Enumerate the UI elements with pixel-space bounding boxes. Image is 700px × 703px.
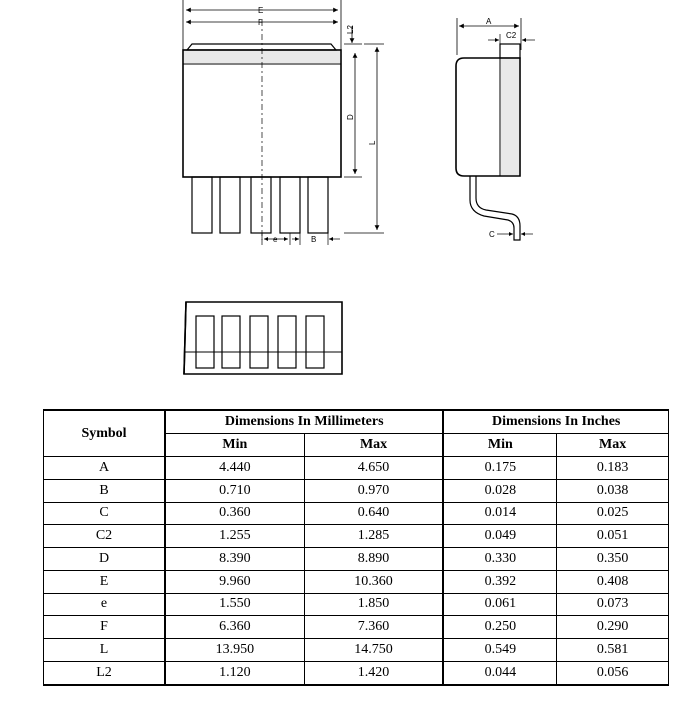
in-max-cell: 0.183 [557, 457, 669, 480]
label-F: F [258, 18, 263, 27]
mm-min-header: Min [165, 434, 304, 457]
mm-max-cell: 8.890 [304, 548, 443, 571]
in-max-cell: 0.051 [557, 525, 669, 548]
label-B: B [311, 235, 317, 244]
in-min-cell: 0.044 [443, 661, 556, 685]
table-row [44, 616, 669, 639]
symbol-cell: A [44, 457, 166, 480]
in-min-cell: 0.014 [443, 502, 556, 525]
symbol-header: Symbol [44, 410, 166, 457]
table-row [44, 593, 669, 616]
mm-max-cell: 7.360 [304, 616, 443, 639]
label-e: e [273, 235, 278, 244]
table-row [44, 661, 669, 685]
symbol-cell: F [44, 616, 166, 639]
table-row [44, 479, 669, 502]
mm-max-cell: 14.750 [304, 639, 443, 662]
in-max-cell: 0.025 [557, 502, 669, 525]
in-min-cell: 0.330 [443, 548, 556, 571]
mm-max-cell: 1.285 [304, 525, 443, 548]
end-view [184, 302, 342, 374]
inch-header: Dimensions In Inches [443, 410, 668, 434]
table-row [44, 502, 669, 525]
in-max-cell: 0.290 [557, 616, 669, 639]
in-min-header: Min [443, 434, 556, 457]
in-max-cell: 0.581 [557, 639, 669, 662]
label-L2: L2 [346, 25, 355, 34]
table-row [44, 639, 669, 662]
front-view [183, 0, 384, 245]
table-row [44, 457, 669, 480]
symbol-cell: B [44, 479, 166, 502]
mm-min-cell: 1.255 [165, 525, 304, 548]
mm-max-cell: 0.970 [304, 479, 443, 502]
mm-max-cell: 0.640 [304, 502, 443, 525]
mm-min-cell: 0.710 [165, 479, 304, 502]
symbol-cell: D [44, 548, 166, 571]
label-C: C [489, 230, 495, 239]
mm-min-cell: 4.440 [165, 457, 304, 480]
label-L: L [368, 140, 377, 145]
in-max-header: Max [557, 434, 669, 457]
in-max-cell: 0.038 [557, 479, 669, 502]
mm-min-cell: 1.120 [165, 661, 304, 685]
symbol-cell: e [44, 593, 166, 616]
table-row [44, 548, 669, 571]
mm-max-cell: 1.850 [304, 593, 443, 616]
table-row [44, 570, 669, 593]
table-row [44, 525, 669, 548]
in-max-cell: 0.350 [557, 548, 669, 571]
in-min-cell: 0.028 [443, 479, 556, 502]
mm-min-cell: 6.360 [165, 616, 304, 639]
in-max-cell: 0.408 [557, 570, 669, 593]
mm-min-cell: 8.390 [165, 548, 304, 571]
label-A: A [486, 17, 492, 26]
symbol-cell: E [44, 570, 166, 593]
mm-max-cell: 4.650 [304, 457, 443, 480]
symbol-cell: L2 [44, 661, 166, 685]
in-min-cell: 0.549 [443, 639, 556, 662]
in-min-cell: 0.061 [443, 593, 556, 616]
in-min-cell: 0.392 [443, 570, 556, 593]
mm-min-cell: 1.550 [165, 593, 304, 616]
mm-max-header: Max [304, 434, 443, 457]
symbol-cell: C2 [44, 525, 166, 548]
side-view [456, 18, 535, 240]
symbol-cell: C [44, 502, 166, 525]
label-E: E [258, 6, 264, 15]
mm-min-cell: 0.360 [165, 502, 304, 525]
in-max-cell: 0.073 [557, 593, 669, 616]
in-min-cell: 0.175 [443, 457, 556, 480]
mm-header: Dimensions In Millimeters [165, 410, 443, 434]
dimensions-table [43, 409, 669, 686]
in-min-cell: 0.250 [443, 616, 556, 639]
mm-max-cell: 1.420 [304, 661, 443, 685]
label-D: D [346, 114, 355, 120]
in-min-cell: 0.049 [443, 525, 556, 548]
mm-min-cell: 9.960 [165, 570, 304, 593]
symbol-cell: L [44, 639, 166, 662]
in-max-cell: 0.056 [557, 661, 669, 685]
mm-min-cell: 13.950 [165, 639, 304, 662]
label-C2: C2 [506, 31, 517, 40]
mm-max-cell: 10.360 [304, 570, 443, 593]
